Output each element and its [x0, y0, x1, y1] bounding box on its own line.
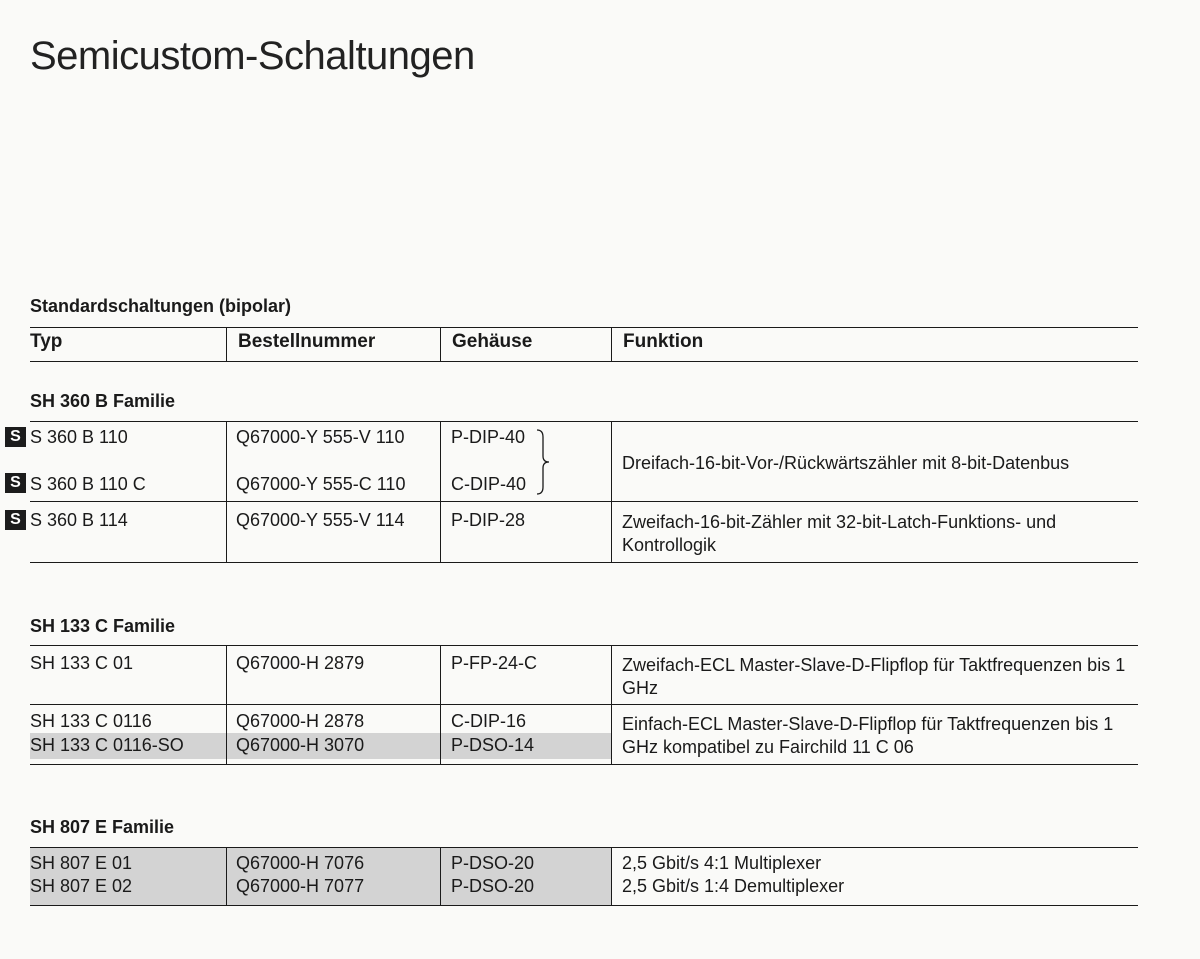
gehaeuse-cell: P-DSO-14 — [451, 735, 535, 755]
header-gehaeuse: Gehäuse — [452, 331, 533, 352]
typ-cell: SH 807 E 01 — [30, 853, 133, 873]
page-title: Semicustom-Schaltungen — [30, 34, 475, 78]
bestellnummer-cell: Q67000-H 2879 — [236, 653, 365, 673]
bestellnummer-cell: Q67000-H 7077 — [236, 876, 365, 896]
funktion-cell: Einfach-ECL Master-Slave-D-Flipflop für Taktfrequenzen bis 1 GHz kompatibel zu Fairchild 11 C 06 — [622, 714, 1114, 757]
family-bottom-rule — [30, 905, 1138, 906]
column-divider — [226, 645, 227, 764]
typ-cell: S 360 B 114 — [30, 510, 128, 530]
family-top-rule — [30, 645, 1138, 646]
funktion-cell: Zweifach-16-bit-Zähler mit 32-bit-Latch-Funktions- und Kontrollogik — [622, 512, 1057, 555]
bestellnummer-cell: Q67000-H 2878 — [236, 711, 365, 731]
column-divider — [440, 421, 441, 562]
row-rule — [30, 704, 1138, 705]
section-title: Standardschaltungen (bipolar) — [30, 296, 292, 316]
bestellnummer-cell: Q67000-Y 555-V 114 — [236, 510, 405, 530]
typ-cell: SH 807 E 02 — [30, 876, 133, 896]
column-divider — [611, 847, 612, 905]
family-top-rule — [30, 421, 1138, 422]
typ-cell: S 360 B 110 — [30, 427, 128, 447]
funktion-cell: 2,5 Gbit/s 1:4 Demultiplexer — [622, 876, 845, 896]
family-title: SH 133 C Familie — [30, 616, 176, 636]
family-bottom-rule — [30, 764, 1138, 765]
gehaeuse-cell: P-FP-24-C — [451, 653, 538, 673]
column-divider — [611, 421, 612, 562]
family-title: SH 360 B Familie — [30, 391, 176, 411]
header-funktion: Funktion — [623, 331, 704, 352]
bestellnummer-cell: Q67000-Y 555-C 110 — [236, 474, 406, 494]
header-divider — [440, 327, 441, 362]
family-title: SH 807 E Familie — [30, 817, 175, 837]
bestellnummer-cell: Q67000-H 7076 — [236, 853, 365, 873]
table-top-rule — [30, 327, 1138, 328]
family-bottom-rule — [30, 562, 1138, 563]
header-bestellnummer: Bestellnummer — [238, 331, 376, 352]
bestellnummer-cell: Q67000-H 3070 — [236, 735, 365, 755]
column-divider — [440, 645, 441, 764]
bestellnummer-cell: Q67000-Y 555-V 110 — [236, 427, 405, 447]
typ-cell: SH 133 C 0116 — [30, 711, 152, 731]
column-divider — [226, 847, 227, 905]
header-bottom-rule — [30, 361, 1138, 362]
gehaeuse-cell: C-DIP-40 — [451, 474, 527, 494]
gehaeuse-cell: C-DIP-16 — [451, 711, 527, 731]
curly-brace-icon — [536, 429, 550, 495]
s-badge-icon: S — [5, 427, 26, 447]
row-rule — [30, 501, 1138, 502]
gehaeuse-cell: P-DSO-20 — [451, 853, 535, 873]
gehaeuse-cell: P-DSO-20 — [451, 876, 535, 896]
column-divider — [440, 847, 441, 905]
gehaeuse-cell: P-DIP-40 — [451, 427, 526, 447]
gehaeuse-cell: P-DIP-28 — [451, 510, 526, 530]
s-badge-icon: S — [5, 510, 26, 530]
funktion-cell: Dreifach-16-bit-Vor-/Rückwärtszähler mit 8-bit-Datenbus — [622, 453, 1070, 473]
funktion-cell: 2,5 Gbit/s 4:1 Multiplexer — [622, 853, 822, 873]
s-badge-icon: S — [5, 473, 26, 493]
column-divider — [611, 645, 612, 764]
typ-cell: SH 133 C 0116-SO — [30, 735, 184, 755]
header-typ: Typ — [30, 331, 63, 352]
header-divider — [226, 327, 227, 362]
typ-cell: SH 133 C 01 — [30, 653, 134, 673]
funktion-cell: Zweifach-ECL Master-Slave-D-Flipflop für Taktfrequenzen bis 1 GHz — [622, 655, 1126, 698]
header-divider — [611, 327, 612, 362]
typ-cell: S 360 B 110 C — [30, 474, 146, 494]
column-divider — [226, 421, 227, 562]
